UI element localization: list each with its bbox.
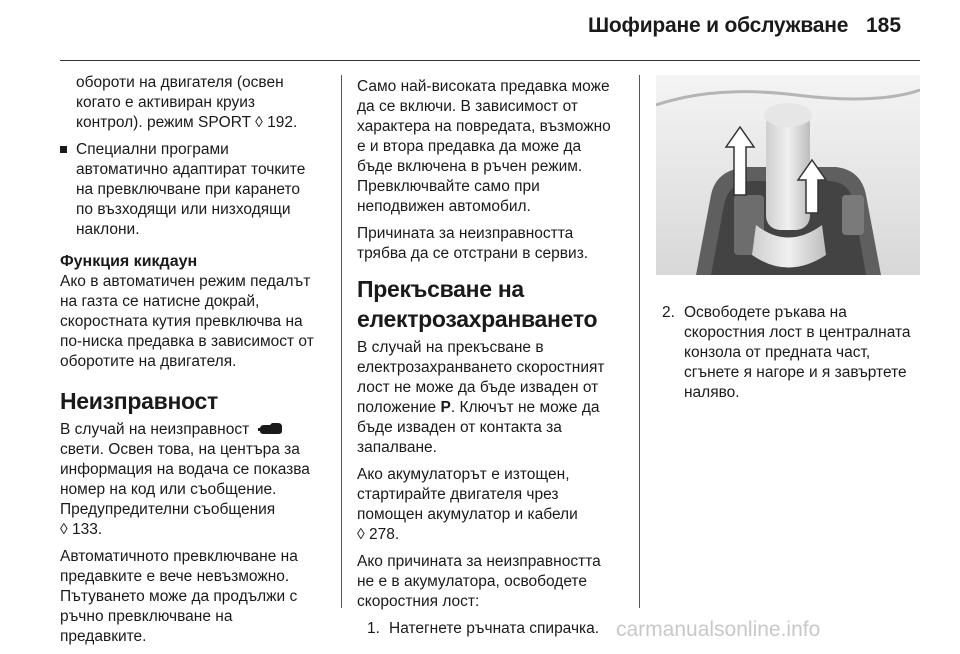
fault-heading: Неизправност — [60, 388, 218, 414]
header-rule — [60, 60, 920, 61]
power-interruption-heading: Прекъсване на електрозахранването — [357, 276, 598, 332]
watermark: carmanualsonline.info — [616, 618, 821, 641]
gear-lever-drawing — [656, 75, 920, 275]
kickdown-heading: Функция кикдаун — [60, 253, 198, 270]
page-header-title: Шофиране и обслужване — [588, 14, 849, 37]
engine-warning-icon — [258, 422, 284, 436]
kickdown-text: Ако в автоматичен режим педалът на газта се натисне докрай, скоростната кутия превключва на по-ниска предавка в зависимост от оборотите на двигателя. — [60, 273, 314, 370]
column-separator-2 — [639, 75, 640, 608]
column-1 — [60, 73, 336, 654]
limited-gears-text: Само най-високата предавка може да се включи. В зависимост от характера на повредата, възможно е и втора предавка да може да бъде включена в ръчен режим. Превключвайте само при неподвижен автомобил. — [357, 78, 611, 215]
gear-lever-illustration — [656, 75, 920, 275]
column-separator-1 — [341, 75, 342, 608]
auto-shift-text: Автоматичното превключване на предавките е вече невъзможно. Пътуването може да продължи с ръчно превключване на предавките. — [60, 548, 298, 645]
continued-text: обороти на двигателя (освен когато е активиран круиз контрол). режим SPORT ◊ 192. — [76, 74, 298, 131]
step-2: 2. Освободете ръкава на скоростния лост в централната конзола от предната част, сгънете я нагоре и я завъртете наляво. — [662, 304, 911, 401]
step-2-text: Освободете ръкава на скоростния лост в централната конзола от предната част, сгънете я нагоре и я завъртете наляво. — [684, 304, 911, 401]
bullet-text: Специални програми автоматично адаптират точките на превключване при карането по възходящи или низходящи наклони. — [76, 141, 306, 238]
page-number: 185 — [866, 14, 902, 37]
bullet-item — [60, 140, 336, 240]
fault-text: В случай на неизправност свети. Освен това, на центъра за информация на водача се показва номер на код или съобщение. Предупредителни съобщения ◊ 133. — [60, 421, 310, 538]
position-p-label: P — [440, 399, 451, 416]
bullet-marker-icon — [60, 140, 76, 240]
battery-text: Ако акумулаторът е изтощен, стартирайте двигателя чрез помощен акумулатор и кабели ◊ 278. — [357, 466, 578, 543]
release-lever-text: Ако причината за неизправността не е в акумулатора, освободете скоростния лост: — [357, 553, 601, 610]
column-3 — [662, 303, 924, 403]
step-1: 1. Натегнете ръчната спирачка. — [367, 620, 600, 637]
column-2 — [357, 77, 633, 639]
service-text: Причината за неизправността трябва да се отстрани в сервиз. — [357, 225, 589, 262]
power-interruption-text: В случай на прекъсване в електрозахранването скоростният лост не може да бъде изваден от положение P. Ключът не може да бъде изваден от контакта за запалване. — [357, 339, 605, 456]
